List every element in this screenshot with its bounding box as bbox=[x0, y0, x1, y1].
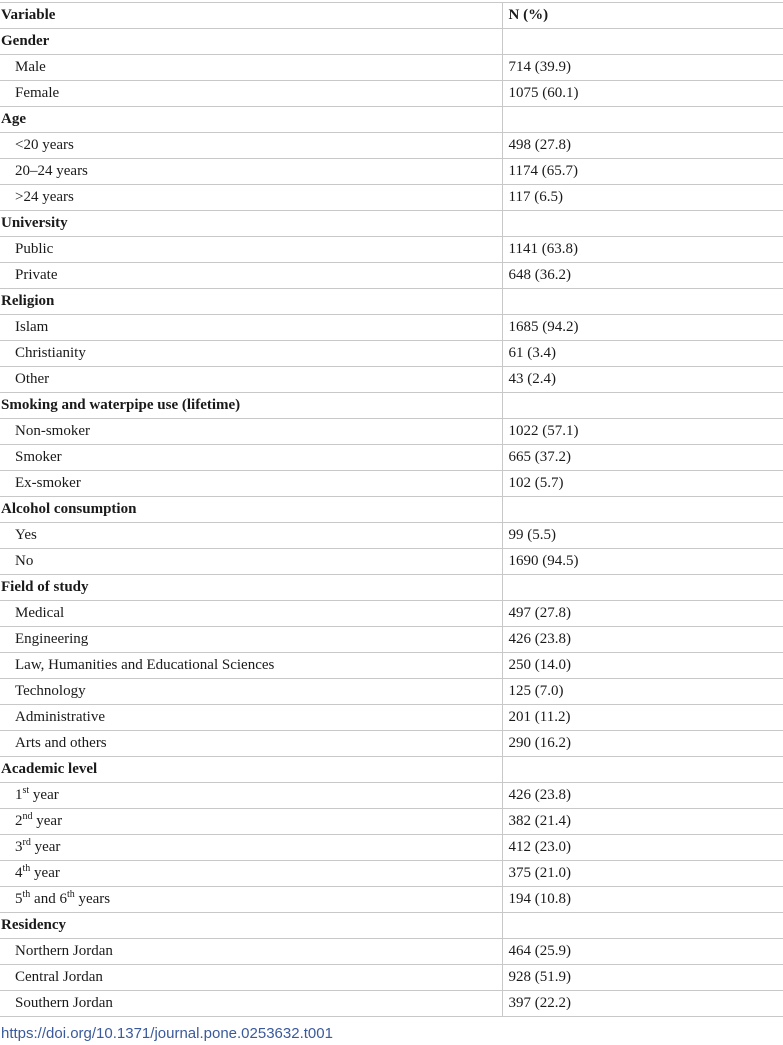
category-label: Gender bbox=[0, 29, 502, 55]
table-row bbox=[0, 627, 783, 653]
table-row bbox=[0, 601, 783, 627]
label-segment: year bbox=[30, 839, 61, 855]
ordinal-suffix: th bbox=[22, 889, 31, 900]
count-percent-cell: 497 (27.8) bbox=[502, 601, 783, 627]
category-row bbox=[0, 575, 783, 601]
variable-label: <20 years bbox=[0, 133, 502, 159]
ordinal-suffix: st bbox=[22, 785, 30, 796]
count-percent-cell: 1690 (94.5) bbox=[502, 549, 783, 575]
table-row bbox=[0, 133, 783, 159]
variable-label: 20–24 years bbox=[0, 159, 502, 185]
count-percent-cell: 1685 (94.2) bbox=[502, 315, 783, 341]
category-row bbox=[0, 757, 783, 783]
count-percent-cell: 1075 (60.1) bbox=[502, 81, 783, 107]
label-segment: 4 bbox=[15, 865, 23, 881]
variable-label: Ex-smoker bbox=[0, 471, 502, 497]
count-percent-cell: 1174 (65.7) bbox=[502, 159, 783, 185]
table-row bbox=[0, 705, 783, 731]
category-label: Smoking and waterpipe use (lifetime) bbox=[0, 393, 502, 419]
variable-label: >24 years bbox=[0, 185, 502, 211]
count-percent-cell: 714 (39.9) bbox=[502, 55, 783, 81]
table-row bbox=[0, 237, 783, 263]
variable-label bbox=[0, 861, 502, 887]
label-segment: 1 bbox=[15, 787, 23, 803]
table-row bbox=[0, 549, 783, 575]
category-row bbox=[0, 289, 783, 315]
label-segment: year bbox=[29, 787, 59, 803]
category-row bbox=[0, 393, 783, 419]
table-header-row bbox=[0, 3, 783, 29]
table-row bbox=[0, 783, 783, 809]
count-percent-cell: 102 (5.7) bbox=[502, 471, 783, 497]
header-n-percent: N (%) bbox=[502, 3, 783, 29]
table-row bbox=[0, 263, 783, 289]
label-segment: year bbox=[32, 813, 63, 829]
count-percent-cell: 426 (23.8) bbox=[502, 783, 783, 809]
table-row bbox=[0, 185, 783, 211]
label-segment: 5 bbox=[15, 891, 23, 907]
count-percent-cell bbox=[502, 211, 783, 237]
count-percent-cell bbox=[502, 497, 783, 523]
count-percent-cell: 201 (11.2) bbox=[502, 705, 783, 731]
count-percent-cell: 397 (22.2) bbox=[502, 991, 783, 1017]
table-row bbox=[0, 991, 783, 1017]
variable-label: Law, Humanities and Educational Sciences bbox=[0, 653, 502, 679]
count-percent-cell bbox=[502, 913, 783, 939]
variable-label: No bbox=[0, 549, 502, 575]
table-row bbox=[0, 81, 783, 107]
count-percent-cell: 43 (2.4) bbox=[502, 367, 783, 393]
variable-label: Female bbox=[0, 81, 502, 107]
table-row bbox=[0, 965, 783, 991]
count-percent-cell: 194 (10.8) bbox=[502, 887, 783, 913]
demographics-table bbox=[0, 2, 783, 1017]
variable-label: Central Jordan bbox=[0, 965, 502, 991]
table-row bbox=[0, 861, 783, 887]
count-percent-cell: 99 (5.5) bbox=[502, 523, 783, 549]
count-percent-cell: 117 (6.5) bbox=[502, 185, 783, 211]
category-label: Age bbox=[0, 107, 502, 133]
table-row bbox=[0, 419, 783, 445]
category-label: Field of study bbox=[0, 575, 502, 601]
variable-label: Engineering bbox=[0, 627, 502, 653]
count-percent-cell: 250 (14.0) bbox=[502, 653, 783, 679]
count-percent-cell: 665 (37.2) bbox=[502, 445, 783, 471]
table-row bbox=[0, 367, 783, 393]
ordinal-suffix: nd bbox=[22, 811, 33, 822]
ordinal-suffix: th bbox=[22, 863, 31, 874]
category-label: Alcohol consumption bbox=[0, 497, 502, 523]
table-row bbox=[0, 523, 783, 549]
count-percent-cell: 1022 (57.1) bbox=[502, 419, 783, 445]
variable-label: Non-smoker bbox=[0, 419, 502, 445]
count-percent-cell bbox=[502, 575, 783, 601]
variable-label: Southern Jordan bbox=[0, 991, 502, 1017]
category-label: Academic level bbox=[0, 757, 502, 783]
variable-label: Arts and others bbox=[0, 731, 502, 757]
table-row bbox=[0, 835, 783, 861]
category-row bbox=[0, 107, 783, 133]
variable-label: Smoker bbox=[0, 445, 502, 471]
category-row bbox=[0, 497, 783, 523]
variable-label: Medical bbox=[0, 601, 502, 627]
count-percent-cell: 290 (16.2) bbox=[502, 731, 783, 757]
table-row bbox=[0, 731, 783, 757]
table-row bbox=[0, 445, 783, 471]
variable-label: Private bbox=[0, 263, 502, 289]
variable-label: Technology bbox=[0, 679, 502, 705]
category-row bbox=[0, 211, 783, 237]
variable-label: Male bbox=[0, 55, 502, 81]
category-row bbox=[0, 913, 783, 939]
variable-label bbox=[0, 887, 502, 913]
variable-label: Public bbox=[0, 237, 502, 263]
variable-label bbox=[0, 835, 502, 861]
count-percent-cell: 1141 (63.8) bbox=[502, 237, 783, 263]
table-row bbox=[0, 159, 783, 185]
category-label: Residency bbox=[0, 913, 502, 939]
table-row bbox=[0, 939, 783, 965]
table-row bbox=[0, 679, 783, 705]
count-percent-cell bbox=[502, 107, 783, 133]
count-percent-cell: 498 (27.8) bbox=[502, 133, 783, 159]
variable-label: Yes bbox=[0, 523, 502, 549]
variable-label: Islam bbox=[0, 315, 502, 341]
variable-label bbox=[0, 783, 502, 809]
variable-label: Administrative bbox=[0, 705, 502, 731]
count-percent-cell: 464 (25.9) bbox=[502, 939, 783, 965]
count-percent-cell bbox=[502, 289, 783, 315]
table-row bbox=[0, 55, 783, 81]
label-segment: year bbox=[30, 865, 60, 881]
count-percent-cell: 928 (51.9) bbox=[502, 965, 783, 991]
count-percent-cell bbox=[502, 29, 783, 55]
doi-link[interactable]: https://doi.org/10.1371/journal.pone.0253632.t001 bbox=[1, 1025, 333, 1042]
count-percent-cell bbox=[502, 757, 783, 783]
table-row bbox=[0, 887, 783, 913]
table-row bbox=[0, 653, 783, 679]
category-row bbox=[0, 29, 783, 55]
header-variable: Variable bbox=[0, 3, 502, 29]
count-percent-cell: 125 (7.0) bbox=[502, 679, 783, 705]
variable-label bbox=[0, 809, 502, 835]
ordinal-suffix: th bbox=[66, 889, 75, 900]
table-row bbox=[0, 315, 783, 341]
table-row bbox=[0, 341, 783, 367]
ordinal-suffix: rd bbox=[22, 837, 31, 848]
label-segment: 3 bbox=[15, 839, 23, 855]
variable-label: Christianity bbox=[0, 341, 502, 367]
count-percent-cell: 61 (3.4) bbox=[502, 341, 783, 367]
count-percent-cell: 375 (21.0) bbox=[502, 861, 783, 887]
count-percent-cell: 412 (23.0) bbox=[502, 835, 783, 861]
count-percent-cell: 648 (36.2) bbox=[502, 263, 783, 289]
label-segment: 2 bbox=[15, 813, 23, 829]
count-percent-cell: 382 (21.4) bbox=[502, 809, 783, 835]
category-label: Religion bbox=[0, 289, 502, 315]
category-label: University bbox=[0, 211, 502, 237]
label-segment: and 6 bbox=[30, 891, 67, 907]
table-row bbox=[0, 809, 783, 835]
count-percent-cell bbox=[502, 393, 783, 419]
table-row bbox=[0, 471, 783, 497]
variable-label: Other bbox=[0, 367, 502, 393]
label-segment: years bbox=[74, 891, 111, 907]
variable-label: Northern Jordan bbox=[0, 939, 502, 965]
count-percent-cell: 426 (23.8) bbox=[502, 627, 783, 653]
table-body bbox=[0, 29, 783, 1017]
